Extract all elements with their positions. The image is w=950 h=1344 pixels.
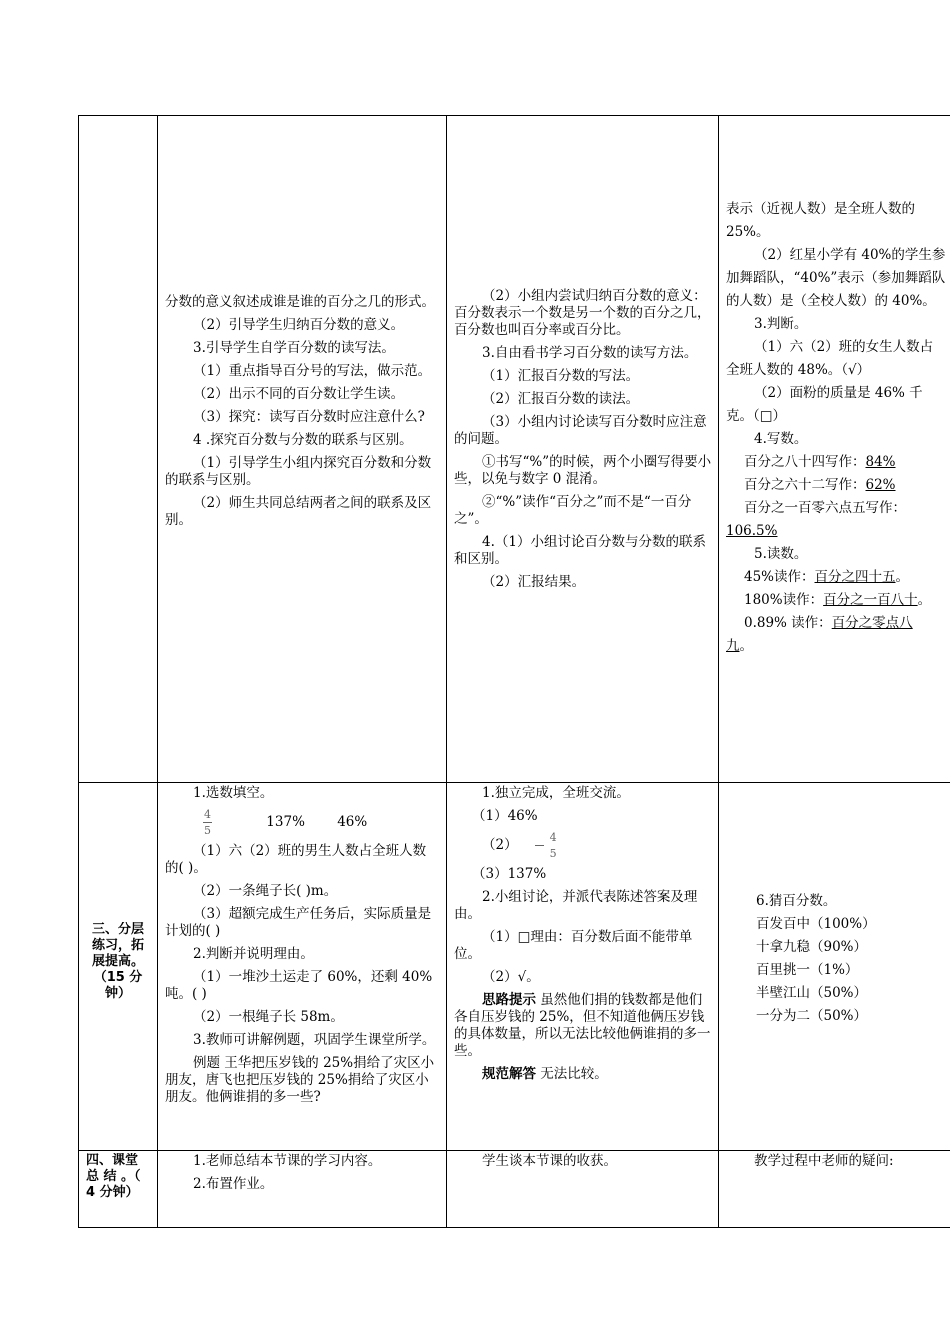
teacher-activity-cell bbox=[165, 294, 439, 535]
fraction-numerator: 4 bbox=[549, 831, 557, 844]
read-label: 180%读作： bbox=[744, 592, 824, 608]
paragraph: 1.选数填空。 bbox=[193, 785, 274, 801]
write-item bbox=[726, 500, 950, 517]
paragraph: （3）探究：读写百分数时应注意什么? bbox=[193, 409, 425, 425]
paragraph: （1）□理由：百分数后面不能带单位。 bbox=[454, 929, 693, 962]
paragraph bbox=[454, 831, 712, 860]
section-label-text: 三、分层练习，拓展提高。（15 分钟） bbox=[91, 922, 144, 1001]
tip-label: 思路提示 bbox=[482, 992, 536, 1008]
paragraph: 3.引导学生自学百分数的读写法。 bbox=[193, 340, 395, 356]
paragraph: 学生谈本节课的收获。 bbox=[482, 1153, 617, 1169]
choice-number: 137% bbox=[266, 814, 305, 830]
answer-label: （2） bbox=[482, 837, 518, 853]
student-practice-cell bbox=[454, 785, 712, 1089]
paragraph: （3）137% bbox=[472, 866, 547, 882]
fraction bbox=[203, 808, 212, 837]
paragraph: 5.读数。 bbox=[754, 546, 808, 562]
summary-teacher-cell bbox=[165, 1153, 439, 1199]
paragraph: （1）六（2）班的男生人数占全班人数的( )。 bbox=[165, 843, 427, 876]
write-answer: 62% bbox=[865, 477, 896, 493]
paragraph: 加舞蹈队，“40%”表示（参加舞蹈队 bbox=[726, 270, 946, 286]
table-border-bottom bbox=[78, 1227, 950, 1228]
number-choices bbox=[165, 808, 439, 837]
section-label bbox=[86, 922, 150, 1002]
punctuation: 。 bbox=[917, 592, 932, 608]
summary-student-cell bbox=[454, 1153, 712, 1176]
paragraph: （2）√。 bbox=[482, 969, 540, 985]
fraction bbox=[522, 831, 557, 860]
read-answer: 九 bbox=[726, 638, 740, 654]
paragraph: 教学过程中老师的疑问: bbox=[754, 1153, 894, 1169]
paragraph: （1）引导学生小组内探究百分数和分数的联系与区别。 bbox=[165, 455, 432, 488]
read-answer: 百分之四十五 bbox=[814, 569, 896, 585]
write-item bbox=[726, 454, 950, 471]
answer-text: 无法比较。 bbox=[536, 1066, 608, 1082]
paragraph: （2）汇报结果。 bbox=[482, 574, 586, 590]
idiom-item: 一分为二（50%） bbox=[756, 1008, 868, 1024]
paragraph: （1）汇报百分数的写法。 bbox=[482, 368, 640, 384]
write-answer: 84% bbox=[865, 454, 896, 470]
read-label: 45%读作： bbox=[744, 569, 815, 585]
column-divider bbox=[157, 115, 158, 1228]
paragraph: 克。（□） bbox=[726, 408, 787, 424]
paragraph: ②“%”读作“百分之”而不是“一百分之”。 bbox=[454, 494, 692, 527]
column-divider bbox=[718, 115, 719, 1228]
paragraph: 全班人数的 48%。（√） bbox=[726, 362, 871, 378]
fraction-denominator: 5 bbox=[549, 847, 557, 860]
paragraph: 3.判断。 bbox=[754, 316, 808, 332]
section-label-text: 四、课堂总 结 。（ 4 分钟） bbox=[86, 1153, 141, 1200]
read-answer: 百分之零点八 bbox=[831, 615, 913, 631]
write-label: 百分之六十二写作： bbox=[744, 477, 866, 493]
paragraph: 1.独立完成，全班交流。 bbox=[482, 785, 630, 801]
row-divider bbox=[78, 782, 950, 783]
paragraph: 3.自由看书学习百分数的读写方法。 bbox=[482, 345, 698, 361]
paragraph: 4.写数。 bbox=[754, 431, 808, 447]
read-item bbox=[726, 615, 950, 632]
paragraph: （2）一条绳子长( )m。 bbox=[193, 883, 338, 899]
paragraph: ①书写“%”的时候，两个小圈写得要小些，以免与数字 0 混淆。 bbox=[454, 454, 712, 487]
paragraph: 4 .探究百分数与分数的联系与区别。 bbox=[193, 432, 413, 448]
column-divider bbox=[446, 115, 447, 1228]
write-label: 百分之一百零六点五写作： bbox=[744, 500, 906, 516]
read-item bbox=[726, 638, 950, 655]
punctuation: 。 bbox=[739, 638, 753, 654]
paragraph: 2.布置作业。 bbox=[193, 1176, 274, 1192]
paragraph: （2）出示不同的百分数让学生读。 bbox=[193, 386, 405, 402]
fraction-numerator: 4 bbox=[204, 808, 211, 821]
paragraph bbox=[454, 1066, 712, 1083]
paragraph: 25%。 bbox=[726, 224, 770, 240]
write-label: 百分之八十四写作： bbox=[744, 454, 866, 470]
paragraph: 1.老师总结本节课的学习内容。 bbox=[193, 1153, 382, 1169]
answer-label: 规范解答 bbox=[482, 1066, 536, 1082]
paragraph: （2）引导学生归纳百分数的意义。 bbox=[193, 317, 405, 333]
row-divider bbox=[78, 1150, 950, 1151]
paragraph: 例题 王华把压岁钱的 25%捐给了灾区小朋友，唐飞也把压岁钱的 25%捐给了灾区小朋友。他俩谁捐的多一些? bbox=[165, 1055, 435, 1105]
paragraph: （2）红星小学有 40%的学生参 bbox=[754, 247, 946, 263]
paragraph: （2）师生共同总结两者之间的联系及区别。 bbox=[165, 495, 432, 528]
paragraph: （2）汇报百分数的读法。 bbox=[482, 391, 640, 407]
paragraph: 表示（近视人数）是全班人数的 bbox=[726, 201, 915, 217]
idiom-item: 半壁江山（50%） bbox=[756, 985, 868, 1001]
paragraph: （3）小组内讨论读写百分数时应注意的问题。 bbox=[454, 414, 707, 447]
section-label bbox=[86, 1153, 150, 1201]
table-border-top bbox=[78, 115, 950, 116]
exercise-cell bbox=[726, 201, 950, 661]
read-item bbox=[726, 592, 950, 609]
paragraph: （1）六（2）班的女生人数占 bbox=[754, 339, 934, 355]
summary-question-cell bbox=[726, 1153, 950, 1176]
fraction-denominator: 5 bbox=[204, 824, 211, 837]
paragraph: 的人数）是（全校人数）的 40%。 bbox=[726, 293, 936, 309]
read-label: 0.89% 读作： bbox=[744, 615, 832, 631]
column-divider bbox=[78, 115, 79, 1228]
paragraph: （2）面粉的质量是 46% 千 bbox=[754, 385, 923, 401]
teacher-practice-cell bbox=[165, 785, 439, 1112]
write-item bbox=[726, 523, 950, 540]
write-item bbox=[726, 477, 950, 494]
tip-text: 虽然他们捐的钱数都是他们各自压岁钱的 25%，但不知道他俩压岁钱的具体数量，所以无法比较他俩谁捐的多一些。 bbox=[454, 992, 711, 1059]
paragraph: 3.教师可讲解例题，巩固学生课堂所学。 bbox=[193, 1032, 436, 1048]
paragraph: （1）重点指导百分号的写法，做示范。 bbox=[193, 363, 432, 379]
paragraph: （2）一根绳子长 58m。 bbox=[193, 1009, 344, 1025]
paragraph bbox=[454, 992, 712, 1060]
paragraph: 6.猜百分数。 bbox=[756, 893, 837, 909]
paragraph: 分数的意义叙述成谁是谁的百分之几的形式。 bbox=[165, 294, 435, 310]
paragraph: （1）46% bbox=[472, 808, 538, 824]
paragraph: 2.判断并说明理由。 bbox=[193, 946, 314, 962]
paragraph: 2.小组讨论，并派代表陈述答案及理由。 bbox=[454, 889, 698, 922]
read-answer: 百分之一百八十 bbox=[823, 592, 918, 608]
student-activity-cell bbox=[454, 288, 712, 597]
idiom-item: 百里挑一（1%） bbox=[756, 962, 859, 978]
idiom-item: 百发百中（100%） bbox=[756, 916, 876, 932]
paragraph: （2）小组内尝试归纳百分数的意义：百分数表示一个数是另一个数的百分之几，百分数也叫百分率或百分比。 bbox=[454, 288, 711, 338]
paragraph: （3）超额完成生产任务后，实际质量是计划的( ) bbox=[165, 906, 432, 939]
choice-number: 46% bbox=[337, 814, 368, 830]
write-answer: 106.5% bbox=[726, 523, 778, 539]
idiom-item: 十拿九稳（90%） bbox=[756, 939, 868, 955]
punctuation: 。 bbox=[895, 569, 910, 585]
paragraph: （1）一堆沙土运走了 60%，还剩 40%吨。( ) bbox=[165, 969, 433, 1002]
guess-percent-cell bbox=[756, 893, 950, 1031]
paragraph: 4.（1）小组讨论百分数与分数的联系和区别。 bbox=[454, 534, 706, 567]
read-item bbox=[726, 569, 950, 586]
